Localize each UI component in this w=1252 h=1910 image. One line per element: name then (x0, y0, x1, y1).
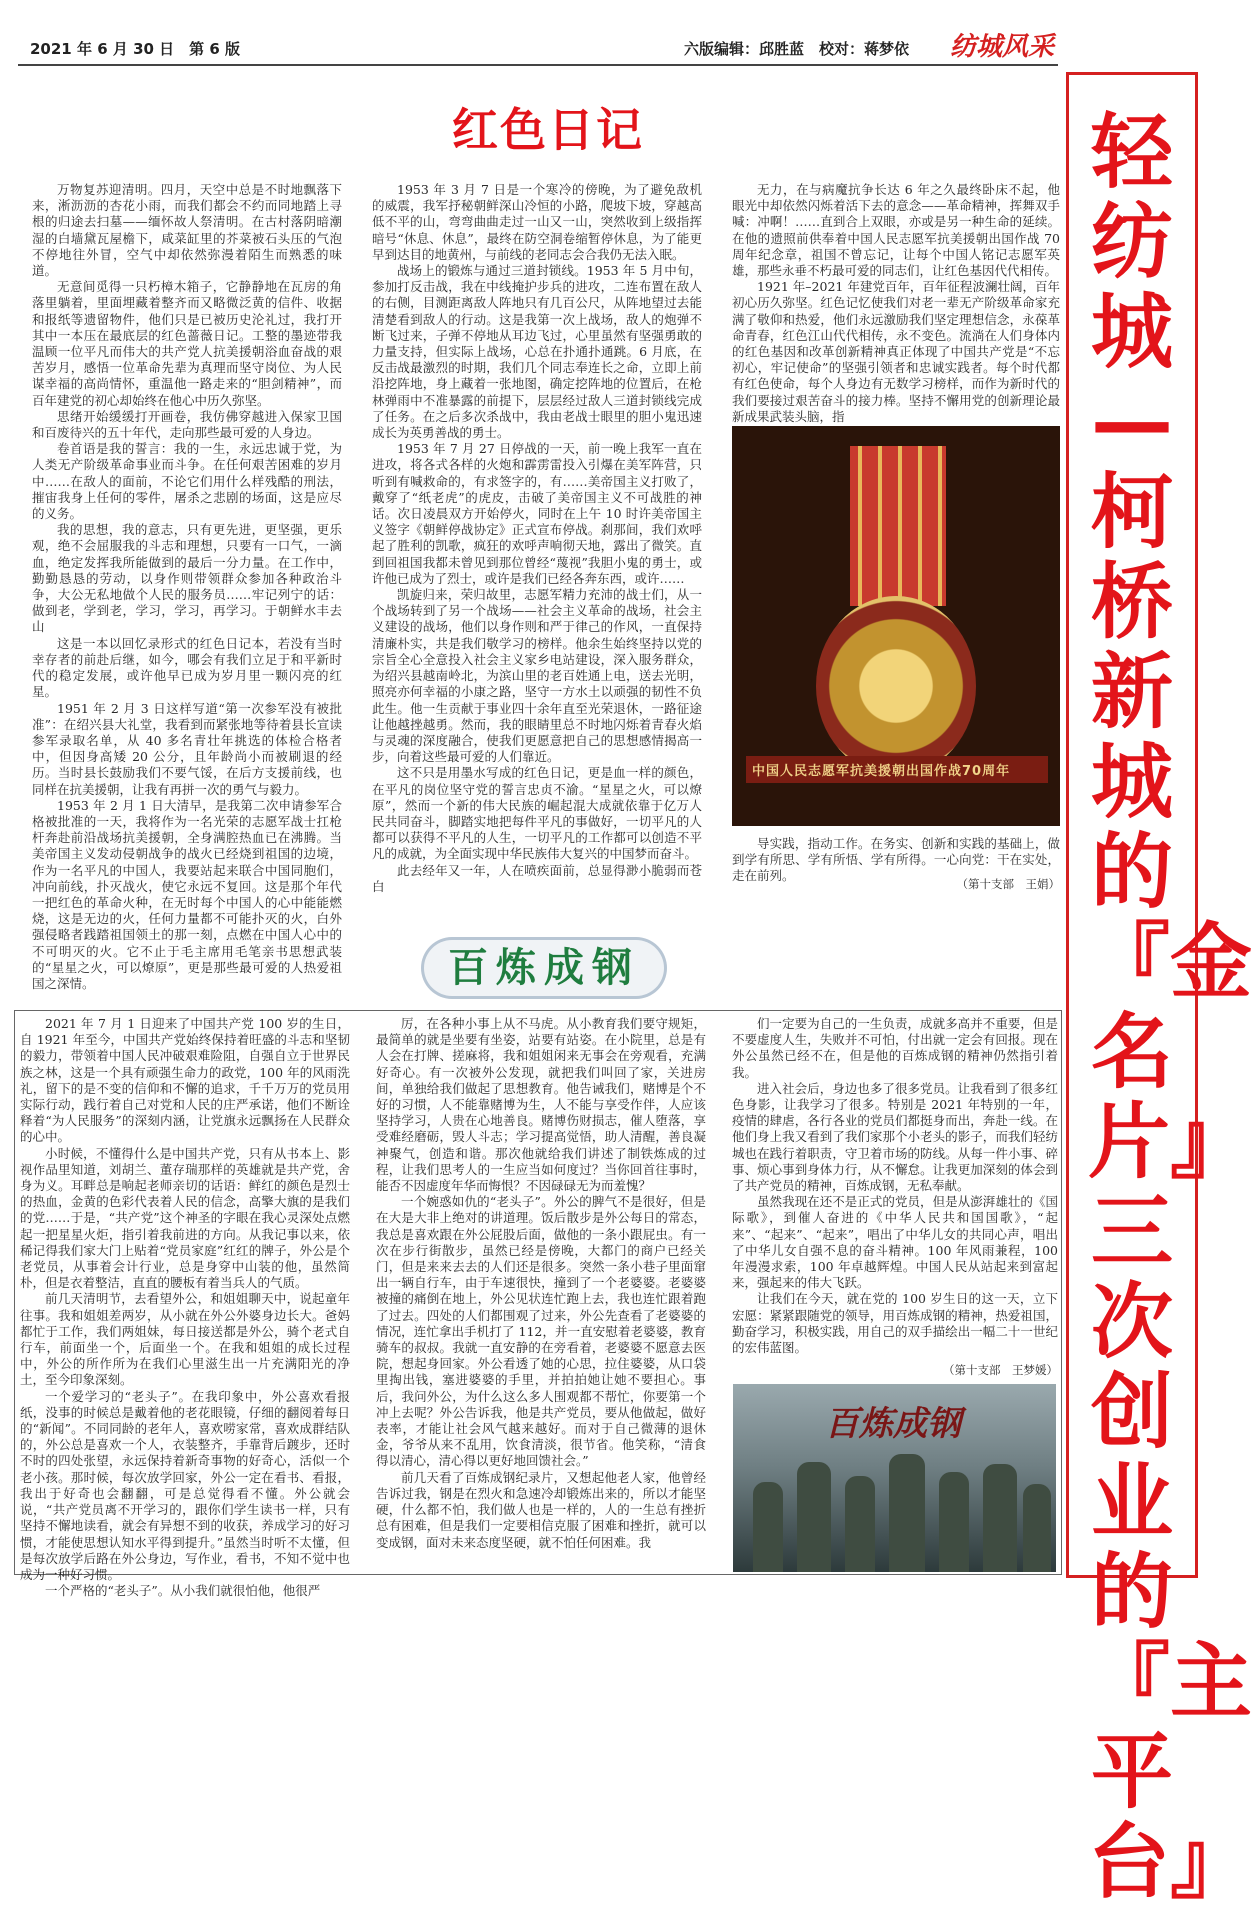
paragraph: 一个严格的“老头子”。从小我们就很怕他，他很严 (45, 1583, 321, 1599)
paragraph: 这不只是用墨水写成的红色日记，更是血一样的颜色，在平凡的岗位坚守党的誓言忠贞不渝。“星星之火，可以燎原”，然而一个新的伟大民族的崛起混大成就依靠于亿万人民共同奋斗，脚踏实地把每件平凡的事做好，一切平凡的人都可以获得不平凡的人生，一切平凡的工作都可以创造不平凡的成就，为全面实现中华民族伟大复兴的中国梦而奋斗。 (372, 765, 702, 862)
soldier-figure (797, 1462, 831, 1572)
article-column (32, 182, 342, 991)
section-title-red-diary: 红色日记 (452, 103, 644, 157)
date-page-label: 2021 年 6 月 30 日 第 6 版 (30, 40, 241, 58)
editor-credit: 六版编辑：邱胜蓝 校对：蒋梦依 (684, 40, 910, 58)
soldier-figure (753, 1482, 783, 1572)
soldier-figure (983, 1464, 1017, 1572)
commemorative-medal (816, 596, 976, 776)
medal-inscription: 中国人民志愿军抗美援朝出国作战70周年 (746, 756, 1048, 783)
article-column (20, 1016, 350, 1599)
paragraph: 虽然我现在还不是正式的党员，但是从澎湃雄壮的《国际歌》，到催人奋进的《中华人民共和国国歌》，“起来”、“起来”、“起来”，唱出了中华儿女的共同心声，唱出了中华儿女自强不息的奋斗精神。100 年风雨兼程，100 年漫漫求索，100 年卓越辉煌。中国人民从站起来到富起来，强起来的伟大飞跃。 (732, 1194, 1058, 1291)
paragraph: 我的思想，我的意志，只有更先进，更坚强，更乐观，绝不会屈服我的斗志和理想，只要有一口气，一滴血，绝定发挥我所能做到的最后一分力量。在工作中，勤勤恳恳的劳动，以身作则带领群众参加各种政治斗争，大公无私地做个人民的服务员……牢记列宁的话：做到老，学到老，学习，学习，再学习。于朝鲜水丰去山 (32, 522, 342, 635)
byline-text: （第十支部 王梦媛） (943, 1363, 1058, 1377)
article-column (732, 182, 1060, 424)
paragraph: 思绪开始缓缓打开画卷，我仿佛穿越进入保家卫国和百废待兴的五十年代，走向那些最可爱的人身边。 (32, 408, 342, 441)
paragraph: 无力，在与病魔抗争长达 6 年之久最终卧床不起，他眼光中却依然闪烁着活下去的意念——革命精神，挥舞双手喊：冲啊！……直到合上双眼，亦或是另一种生命的延续。在他的遗照前供奉着中国人民志愿军抗美援朝出国作战 70 周年纪念章，祖国不曾忘记，让每个中国人铭记志愿军英雄，那些永垂不朽最可爱的同志们，让红色基因代代相传。 (732, 182, 1060, 279)
paragraph: 一个婉惑如仇的“老头子”。外公的脾气不是很好，但是在大是大非上绝对的讲道理。饭后散步是外公每日的常态，我总是喜欢跟在外公屁股后面，做他的一条小跟屁虫。有一次在步行街散步，虽然已经是傍晚，大都门的商户已经关门，但是来来去去的人们还是很多。突然一条小巷子里面窜出一辆自行车，由于车速很快，撞到了一个老婆婆。老婆婆被撞的痛倒在地上，外公见状连忙跑上去，我也连忙跟着跑了过去。四处的人们都围观了过来，外公先查看了老婆婆的情况，连忙拿出手机打了 112，并一直安慰着老婆婆，教育骑车的叔叔。我就一直安静的在旁看着，老婆婆不愿意去医院，想起身回家。外公看透了她的心思，拉住婆婆，从口袋里掏出钱，塞进婆婆的手里，并拍拍她让她不要担心。事后，我问外公，为什么这么多人围观都不帮忙，你要第一个冲上去呢？外公告诉我，他是共产党员，要从他做起，做好表率，才能让社会风气越来越好。而对于自己微薄的退休金，爷爷从来不乱用，饮食清淡，很节省。他笑称，“清食得以清心，清心得以更好地回馈社会。” (376, 1194, 706, 1469)
paragraph: 卷首语是我的誓言：我的一生，永远忠诚于党，为人类无产阶级革命事业而斗争。在任何艰苦困难的岁月中……在敌人的面前，不论它们用什么样残酷的刑法，摧宙我身上任何的零件，屠杀之悲剧的场面，这是应尽的义务。 (32, 441, 342, 522)
paragraph: 让我们在今天，就在党的 100 岁生日的这一天，立下宏愿：紧紧跟随党的领导，用百炼成钢的精神，热爱祖国，勤奋学习，积极实践，用自己的双手描绘出一幅二十一世纪的宏伟蓝图。 (732, 1291, 1058, 1356)
paragraph: 1953 年 7 月 27 日停战的一天，前一晚上我军一直在进攻，将各式各样的火炮和霹雳雷投入引爆在美军阵营，只听到有喊救命的，有求签字的，有……美帝国主义打败了，戴穿了“纸老虎”的虎皮，击破了美帝国主义不可战胜的神话。次日凌晨双方开始停火，同时在上午 10 时许美帝国主义签字《朝鲜停战协定》正式宣布停战。刹那间，我们欢呼起了胜利的凯歌，疯狂的欢呼声响彻天地，露出了微笑。直到回祖国我都未曾见到那位曾经“蔑视”我胆小鬼的勇士，或许他已成为了烈士，或许是我们已经各奔东西，或许…… (372, 441, 702, 586)
paragraph: 1953 年 2 月 1 日大清早，是我第二次申请参军合格被批准的一天，我将作为一名光荣的志愿军战士扛枪杆奔赴前沿战场抗美援朝，全身满腔热血已在沸腾。当美帝国主义发动侵朝战争的战火已经烧到祖国的边境，作为一名平凡的中国人，我要站起来联合中国同胞们，冲向前线，扑灭战火，使它永远不复回。这是那个年代一把红色的革命火种，在无时每个中国人的心中能能燃烧，这是无边的火，任何力量都不可能扑灭的火，白外强侵略者践踏祖国领土的那一刻，点燃在中国人心中的不可明灭的火。它不止于毛主席用毛笔亲书思想武装的“星星之火，可以燎原”，更是那些最可爱的人热爱祖国之深情。 (32, 797, 342, 991)
paragraph: 此去经年又一年，人在喷疾面前，总显得渺小脆弱而苍白 (372, 862, 702, 894)
medal-photo (732, 426, 1060, 826)
paragraph: 1921 年–2021 年建党百年，百年征程波澜壮阔，百年初心历久弥坚。红色记忆使我们对老一辈无产阶级革命家充满了敬仰和热爱，他们永远激励我们坚定理想信念，永葆革命青春，红色江山代代相传，永不变色。流淌在人们身体内的红色基因和改革创新精神真正体现了中国共产党是“不忘初心，牢记使命”的坚强引领者和忠诚实践者。每个时代都有红色使命，每个人身边有无数学习榜样，而作为新时代的我们要接过艰苦奋斗的接力棒。坚持不懈用党的创新理论最新成果武装头脑，指 (732, 279, 1060, 424)
paragraph: 凯旋归来，荣归故里，志愿军精力充沛的战士们，从一个战场转到了另一个战场——社会主义革命的战场，社会主义建设的战场，他们以身作则和严于律己的作风，一直保持清廉朴实，共是我们敬学习的榜样。他余生始终坚持以党的宗旨全心全意投入社会主义家乡电站建设，深入服务群众，为绍兴县越南岭北，为滨山里的老百姓通上电，送去光明，照亮亦何幸福的小康之路，坚守一方水土以顽强的韧性不负此生。他一生贡献于事业四十余年直至光荣退休，一路征途让他越挫越勇。然而，我的眼睛里总不时地闪烁着青春火焰与灵魂的深度融合，使我们更愿意把自己的思想感情揭高一步，向着这些最可爱的人们靠近。 (372, 587, 702, 765)
paragraph: 战场上的锻炼与通过三道封锁线。1953 年 5 月中旬，参加打反击战，我在中线掩护步兵的进攻，二连布置在敌人的右侧，目测距离敌人阵地只有几百公尺，从阵地望过去能清楚看到敌人的行动。这是我第一次上战场，敌人的炮弹不断飞过来，子弹不停地从耳边飞过，心里虽然有坚强勇敢的力量支持，但实际上战场，心总在扑通扑通跳。6 月底，在反击战最激烈的时期，我们几个同志奉连长之命，立即上前沿挖阵地，身上藏着一张地图，确定挖阵地的位置后，在枪林弹雨中不准暴露的前提下，层层经过敌人三道封锁线完成了任务。在之后多次杀战中，我由老战士眼里的胆小鬼迅速成长为英勇善战的勇士。 (372, 263, 702, 441)
paragraph: 万物复苏迎清明。四月，天空中总是不时地飘落下来，淅沥沥的杏花小雨，而我们都会不约而同地踏上寻根的归途去扫墓——缅怀故人祭清明。在古村落阴暗潮湿的白墙黛瓦屋檐下，咸菜缸里的芥菜被石头压的气泡不停地往外冒，空气中却依然弥漫着陌生而熟悉的味道。 (32, 182, 342, 279)
sidebar-slogan: 轻纺城—柯桥新城的『金名片』三次创业的『主平台』 (1088, 105, 1252, 1910)
paragraph: 2021 年 7 月 1 日迎来了中国共产党 100 岁的生日，自 1921 年至今，中国共产党始终保持着旺盛的斗志和坚韧的毅力，带领着中国人民冲破艰难险阻，自强自立于世界民族之林，这是一个具有顽强生命力的政党，100 年的风雨洗礼，留下的是不变的信仰和不懈的追求，千千万万的党员用实际行动，践行着自己对党和人民的庄严承诺，他们不断诠释着“为人民服务”的深刻内涵，让党旗永远飘扬在人民群众的心中。 (20, 1016, 350, 1145)
paragraph: 这是一本以回忆录形式的红色日记本，若没有当时幸存者的前赴后继，如今，哪会有我们立足于和平新时代的稳定发展，或许他早已成为岁月里一颗闪亮的红星。 (32, 635, 342, 700)
paragraph: 小时候，不懂得什么是中国共产党，只有从书本上、影视作品里知道，刘胡兰、董存瑞那样的英雄就是共产党，舍身为义。耳畔总是响起老师亲切的话语：鲜红的颜色是烈士的热血，金黄的色彩代表着人民的信念，高擎大旗的是我们的党……于是，“共产党”这个神圣的字眼在我心灵深处点燃起一把星星火炬，指引着我前进的方向。从我记事以来，依稀记得我们家大门上贴着“党员家庭”红红的牌子，外公是个老党员，从事着会计行业，总是身穿中山装的他，虽然简朴，但是衣着整洁，直直的腰板有着当兵人的气质。 (20, 1145, 350, 1291)
soldier-figure (845, 1476, 875, 1572)
soldier-figure (1023, 1484, 1051, 1572)
paragraph: 前几天清明节，去看望外公，和姐姐聊天中，说起童年往事。我和姐姐差两岁，从小就在外公外婆身边长大。爸妈都忙于工作，我们两姐妹，每日接送都是外公，骑个老式自行车，前面坐一个，后面坐一个。在我和姐姐的成长过程中，外公的所作所为在我们心里滋生出一片充满阳光的净土，至今印象深刻。 (20, 1291, 350, 1388)
byline (732, 872, 1060, 892)
paragraph: 1951 年 2 月 3 日这样写道“第一次参军没有被批准”：在绍兴县大礼堂，我看到而紧张地等待着县长宣读参军录取名单，从 40 多名青壮年挑选的体检合格者中，但因身高矮 20 公分，且年龄尚小而被刷退的经历。当时县长鼓励我们不要气馁，在后方支援前线，也同样在抗美援朝，让我有再拼一次的勇气与毅力。 (32, 700, 342, 797)
poster-title: 百炼成钢 (825, 1404, 961, 1444)
article-column (732, 1016, 1058, 1356)
header-divider (18, 64, 1058, 66)
paragraph: 导实践，指动工作。在务实、创新和实践的基础上，做到学有所思、学有所悟、学有所得。一心向党：干在实处，走在前列。 (732, 836, 1060, 884)
paragraph: 前几天看了百炼成钢纪录片，又想起他老人家，他曾经告诉过我，钢是在烈火和急速冷却锻炼出来的，所以才能坚硬，什么都不怕，我们做人也是一样的，人的一生总有挫折总有困难，但是我们一定要相信克服了困难和挫折，就可以变成钢，面对未来态度坚硬，就不怕任何困难。我 (376, 1469, 706, 1550)
paragraph: 进入社会后，身边也多了很多党员。让我看到了很多红色身影，让我学习了很多。特别是 2021 年特别的一年，疫情的肆虐，各行各业的党员们都挺身而出，奔赴一线。在他们身上我又看到了我们家那个小老头的影子，而我们轻纺城也在践行着职责，守卫着市场的防线。从每一件小事、碎事、烦心事到身体力行，从不懈怠。让我更加深刻的体会到了共产党员的精神，百炼成钢，无私奉献。 (732, 1080, 1058, 1194)
film-poster-photo (733, 1384, 1056, 1572)
paragraph: 们一定要为自己的一生负责，成就多高并不重要，但是不要虚度人生，失败并不可怕，付出就一定会有回报。现在外公虽然已经不在，但是他的百炼成钢的精神仍然指引着我。 (732, 1016, 1058, 1080)
section-title-tempered-steel: 百炼成钢 (424, 940, 664, 996)
soldier-figure (939, 1472, 969, 1572)
article-column (372, 182, 702, 912)
soldier-figure (889, 1454, 925, 1572)
byline-text: （第十支部 王娟） (956, 877, 1060, 891)
article-column (376, 1016, 706, 1571)
paragraph: 1953 年 3 月 7 日是一个寒冷的傍晚，为了避免敌机的威震，我军抒秘朝鲜深山冷恒的小路，爬坡下坡，穿越高低不平的山，弯弯曲曲走过一山又一山，突然收到上级指挥暗号“休息、休息”，最终在防空洞卷缩暂停休息，为了能更早到达目的地黄州，与前线的老同志会合我仍无法入眠。 (372, 182, 702, 262)
paragraph: 一个爱学习的“老头子”。在我印象中，外公喜欢看报纸，没事的时候总是戴着他的老花眼镜，仔细的翻阅着每日的“新闻”。不同同龄的老年人，喜欢唠家常，喜欢成群结队的，外公总是喜欢一个人，衣装整齐，手靠背后踱步，还时不时的四处张望，永远保持着新奇事物的好奇心，活似一个老小孩。那时候，每次放学回家，外公一定在看书、看报，我出于好奇也会翻翻，可是总觉得看不懂。外公就会说，“共产党员离不开学习的，跟你们学生读书一样，只有坚持不懈地读看，就会有异想不到的收获，养成学习的好习惯，才能使思想认知水平得到提升。”虽然当时听不太懂，但是每次放学后路在外公身边，写作业，看书，不知不觉中也成为一种好习惯。 (20, 1388, 350, 1582)
paragraph: 无意间觅得一只朽樟木箱子，它静静地在瓦房的角落里躺着，里面埋藏着整齐而又略微泛黄的信件、收据和报纸等遗留物件，他们只是已被历史沦礼过，我打开其中一本压在最底层的红色蔷薇日记。工整的墨迹带我温顾一位平凡而伟大的共产党人抗美援朝浴血奋战的艰苦岁月，感悟一位革命先辈为真理而坚守岗位、为人民谋幸福的高尚情怀，重温他一路走来的“胆剑精神”，而百年建党的初心却始终在他心中历久弥坚。 (32, 279, 342, 408)
brand-logo-text: 纺城风采 (950, 32, 1055, 62)
byline (732, 1358, 1058, 1378)
paragraph: 厉，在各种小事上从不马虎。从小教育我们要守规矩，最简单的就是坐要有坐姿，站要有站姿。在小院里，总是有人会在打牌、搓麻将，我和姐姐闲来无事会在旁观看，充满好奇心。有一次被外公发现，就把我们叫回了家，关进房间，单独给我们做起了思想教育。他告诫我们，赌博是个不好的习惯，人不能靠赌博为生，人不能与享受作伴，人应该坚持学习，人贵在心地善良。赌博伤财损志，催人堕落，享受难经磨砺，毁人斗志；学习提高觉悟，助人清醒，善良凝神聚气，创造和谐。那次他就给我们讲述了制铁炼成的过程，让我们思考人的一生应当如何度过？当你回首往事时，能否不因虚度年华而悔恨？不因碌碌无为而羞愧？ (376, 1016, 706, 1194)
medal-ribbon (850, 446, 946, 606)
